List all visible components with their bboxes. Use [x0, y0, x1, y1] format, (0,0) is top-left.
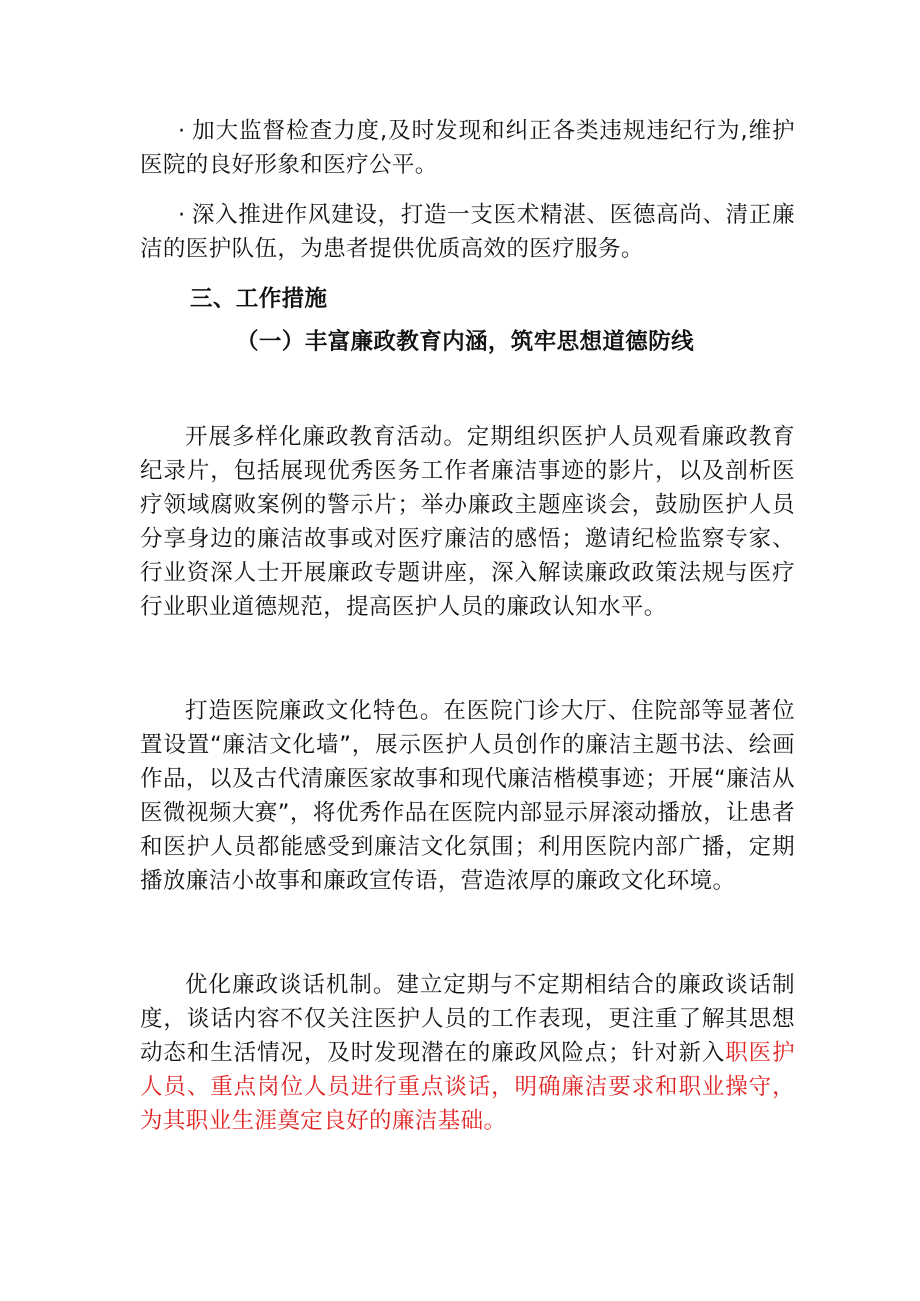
section-heading: 三、工作措施 [190, 286, 328, 312]
goal-item-2 [140, 198, 795, 266]
talk-text-highlighted: 职医护人员、重点岗位人员进行重点谈话，明确廉洁要求和职业操守，为其职业生涯奠定良好的廉洁基础。 [140, 1040, 795, 1134]
bullet-dot: · [178, 202, 186, 228]
goal-item-1 [140, 114, 795, 182]
paragraph-culture: 打造医院廉政文化特色。在医院门诊大厅、住院部等显著位置设置“廉洁文化墙”，展示医护人员创作的廉洁主题书法、绘画作品，以及古代清廉医家故事和现代廉洁楷模事迹；开展“廉洁从医微视频大赛”，将优秀作品在医院内部显示屏滚动播放，让患者和医护人员都能感受到廉洁文化氛围；利用医院内部广播，定期播放廉洁小故事和廉政宣传语，营造浓厚的廉政文化环境。 [140, 698, 795, 894]
goal-text: 深入推进作风建设，打造一支医术精湛、医德高尚、清正廉洁的医护队伍，为患者提供优质高效的医疗服务。 [140, 202, 795, 262]
paragraph-education: 开展多样化廉政教育活动。定期组织医护人员观看廉政教育纪录片，包括展现优秀医务工作者廉洁事迹的影片，以及剖析医疗领域腐败案例的警示片；举办廉政主题座谈会，鼓励医护人员分享身边的廉洁故事或对医疗廉洁的感悟；邀请纪检监察专家、行业资深人士开展廉政专题讲座，深入解读廉政政策法规与医疗行业职业道德规范，提高医护人员的廉政认知水平。 [140, 424, 795, 620]
paragraph-talk-mechanism [140, 968, 795, 1138]
sub-heading: （一）丰富廉政教育内涵，筑牢思想道德防线 [236, 329, 695, 355]
goal-text: 加大监督检查力度,及时发现和纠正各类违规违纪行为,维护医院的良好形象和医疗公平。 [140, 118, 795, 178]
talk-text-normal: 优化廉政谈话机制。建立定期与不定期相结合的廉政谈话制度，谈话内容不仅关注医护人员的工作表现，更注重了解其思想动态和生活情况，及时发现潜在的廉政风险点；针对新入 [140, 972, 795, 1066]
bullet-dot: · [178, 118, 186, 144]
